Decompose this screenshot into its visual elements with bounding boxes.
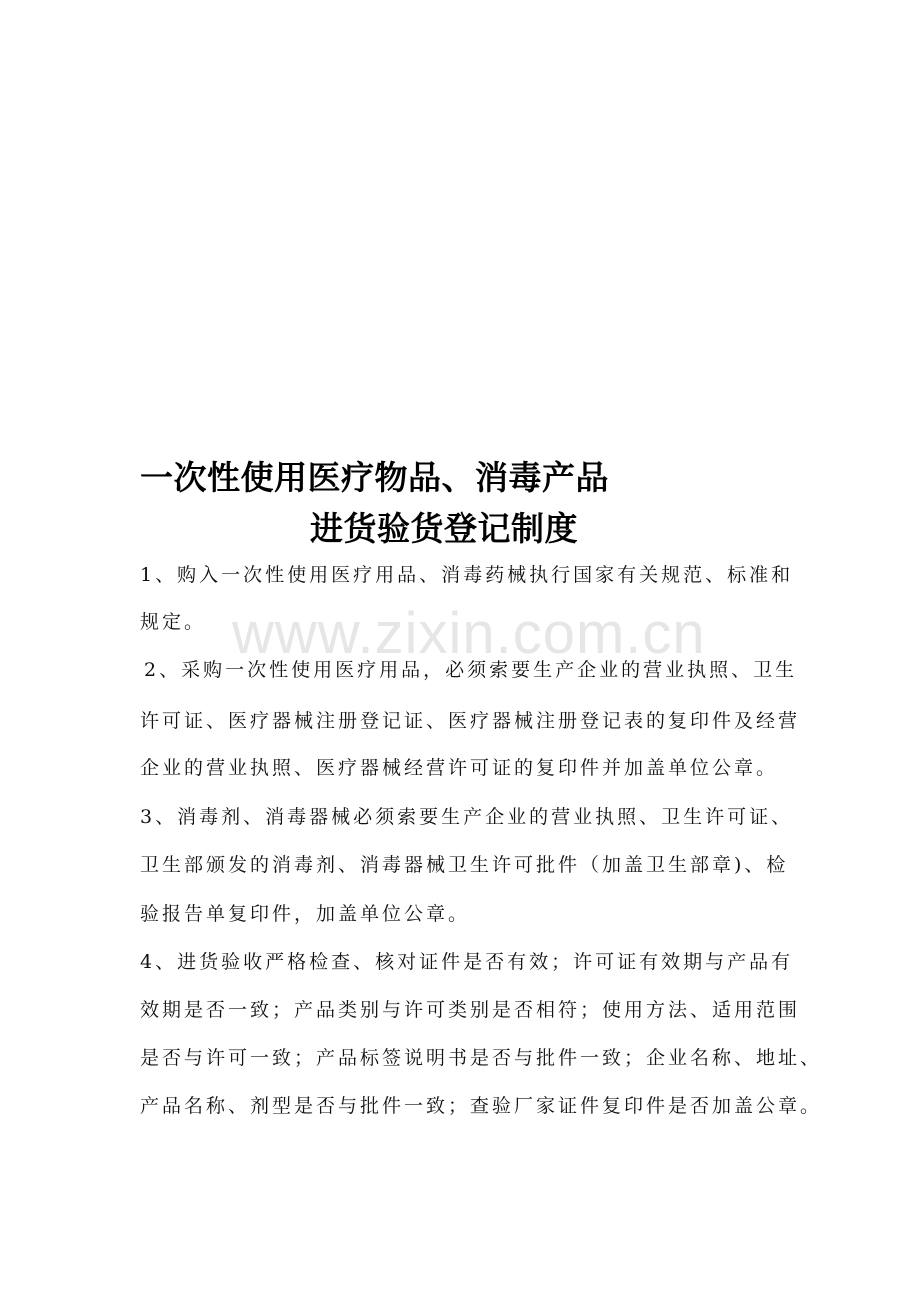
body-line-6: 3、消毒剂、消毒器械必须索要生产企业的营业执照、卫生许可证、 (140, 806, 794, 828)
document-title-line-1: 一次性使用医疗物品、消毒产品 (140, 458, 609, 497)
body-line-5: 企业的营业执照、医疗器械经营许可证的复印件并加盖单位公章。 (140, 757, 779, 779)
body-line-4: 许可证、医疗器械注册登记证、医疗器械注册登记表的复印件及经营 (140, 710, 801, 732)
body-line-12: 产品名称、剂型是否与批件一致；查验厂家证件复印件是否加盖公章。 (140, 1095, 823, 1117)
body-line-3: 2、采购一次性使用医疗用品，必须索要生产企业的营业执照、卫生 (144, 659, 798, 681)
body-line-8: 验报告单复印件，加盖单位公章。 (140, 903, 471, 925)
body-line-7: 卫生部颁发的消毒剂、消毒器械卫生许可批件（加盖卫生部章)、检 (140, 854, 789, 876)
document-title-line-2: 进货验货登记制度 (310, 509, 578, 548)
body-line-9: 4、进货验收严格检查、核对证件是否有效；许可证有效期与产品有 (140, 951, 794, 973)
watermark: www.zixin.com.cn (232, 601, 706, 666)
body-line-1: 1、购入一次性使用医疗用品、消毒药械执行国家有关规范、标准和 (140, 564, 794, 586)
body-line-11: 是否与许可一致；产品标签说明书是否与批件一致；企业名称、地址、 (140, 1047, 823, 1069)
body-line-2: 规定。 (140, 611, 207, 633)
body-line-10: 效期是否一致；产品类别与许可类别是否相符；使用方法、适用范围 (140, 999, 801, 1021)
